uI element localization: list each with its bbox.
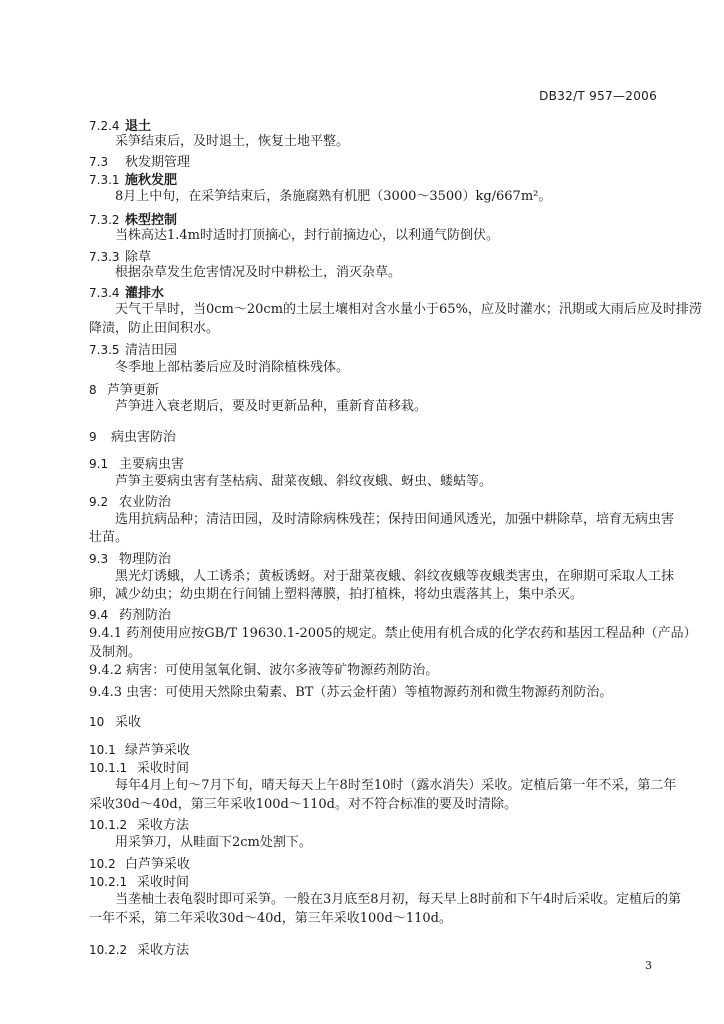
section-heading xyxy=(89,873,724,892)
section-heading xyxy=(89,741,724,760)
paragraph-line: 及制剂。 xyxy=(89,645,142,660)
paragraph-line: 当株高达1.4m时适时打顶摘心，封行前摘边心，以利通气防倒伏。 xyxy=(115,228,500,243)
paragraph-line: 天气干旱时，当0cm～20cm的土层土壤相对含水量小于65%，应及时灌水；汛期或大雨后应及时排涝 xyxy=(115,302,702,317)
paragraph-line: 黑光灯诱蛾，人工诱杀；黄板诱蚜。对于甜菜夜蛾、斜纹夜蛾等夜蛾类害虫，在卵期可采取人工抹 xyxy=(115,569,675,584)
section-title: 秋发期管理 xyxy=(125,155,191,170)
section-number: 9.3 xyxy=(89,552,109,566)
paragraph-line: 当垄柚土表龟裂时即可采笋。一般在3月底至8月初，每天早上8时前和下午4时后采收。定植后的第 xyxy=(115,892,682,907)
section-number: 7.3.3 xyxy=(89,250,120,264)
paragraph-line: 芦笋主要病虫害有茎枯病、甜菜夜蛾、斜纹夜蛾、蚜虫、蝼蛄等。 xyxy=(115,474,493,489)
section-heading xyxy=(89,713,724,732)
section-number: 10.2.1 xyxy=(89,875,128,889)
section-number: 10.2.2 xyxy=(89,943,128,957)
paragraph-line: 选用抗病品种；清洁田园，及时清除病株残茬；保持田间通风透光，加强中耕除草，培育无病虫害 xyxy=(115,512,675,527)
paragraph-line: 一年不采，第二年采收30d～40d，第三年采收100d～110d。 xyxy=(89,911,452,926)
section-number: 9 xyxy=(89,430,97,444)
section-number: 7.2.4 xyxy=(89,119,120,133)
section-title: 除草 xyxy=(125,250,152,265)
paragraph-line: 壮苗。 xyxy=(89,530,129,545)
paragraph-line: 8月上中旬，在采笋结束后，条施腐熟有机肥（3000～3500）kg/667m²。 xyxy=(115,189,552,204)
paragraph-line: 每年4月上旬～7月下旬，晴天每天上午8时至10时（露水消失）采收。定植后第一年不采，第二年 xyxy=(115,778,677,793)
paragraph-line: 根据杂草发生危害情况及时中耕松土，消灭杂草。 xyxy=(115,265,402,280)
paragraph-line: 采收30d～40d，第三年采收100d～110d。对不符合标准的要及时清除。 xyxy=(89,797,517,812)
section-title: 病虫害防治 xyxy=(111,430,177,445)
section-title: 采收方法 xyxy=(137,818,190,833)
section-title: 白芦笋采收 xyxy=(125,857,191,872)
section-heading xyxy=(89,855,724,874)
section-heading xyxy=(89,759,724,778)
section-heading xyxy=(89,550,724,569)
section-number: 7.3.1 xyxy=(89,173,120,187)
standard-code: DB32/T 957—2006 xyxy=(539,89,657,103)
paragraph-line: 用采笋刀，从畦面下2cm处割下。 xyxy=(115,835,312,850)
paragraph-line: 9.4.3 虫害：可使用天然除虫菊素、BT（苏云金杆菌）等植物源药剂和微生物源药剂防治。 xyxy=(89,685,613,700)
page-number: 3 xyxy=(645,959,652,972)
section-number: 7.3.2 xyxy=(89,213,120,227)
paragraph-line: 芦笋进入衰老期后，要及时更新品种，重新育苗移栽。 xyxy=(115,399,428,414)
section-title: 施秋发肥 xyxy=(125,173,178,188)
paragraph-line: 降渍，防止田间积水。 xyxy=(89,321,220,336)
section-title: 药剂防治 xyxy=(119,608,172,623)
section-heading xyxy=(89,941,724,960)
section-title: 绿芦笋采收 xyxy=(125,743,191,758)
section-heading xyxy=(89,341,724,360)
section-heading xyxy=(89,606,724,625)
section-title: 芦笋更新 xyxy=(107,383,160,398)
section-number: 10 xyxy=(89,715,105,729)
section-number: 7.3 xyxy=(89,155,109,169)
section-heading xyxy=(89,816,724,835)
paragraph-line: 卵，减少幼虫；幼虫期在行间铺上塑料薄膜，拍打植株，将幼虫震落其上，集中杀灭。 xyxy=(89,587,584,602)
section-heading xyxy=(89,153,724,172)
section-title: 采收方法 xyxy=(137,943,190,958)
section-number: 10.1.2 xyxy=(89,818,128,832)
section-title: 株型控制 xyxy=(125,213,178,228)
paragraph-line: 9.4.2 病害：可使用氢氧化铜、波尔多液等矿物源药剂防治。 xyxy=(89,663,439,678)
section-title: 采收时间 xyxy=(137,875,190,890)
paragraph-line: 冬季地上部枯萎后应及时消除植株残体。 xyxy=(115,360,350,375)
section-title: 退土 xyxy=(125,119,152,134)
section-number: 10.1.1 xyxy=(89,761,128,775)
section-heading xyxy=(89,455,724,474)
section-title: 清洁田园 xyxy=(125,343,178,358)
section-title: 采收 xyxy=(115,715,142,730)
section-number: 9.4 xyxy=(89,608,109,622)
section-heading xyxy=(89,493,724,512)
paragraph-line: 9.4.1 药剂使用应按GB/T 19630.1-2005的规定。禁止使用有机合成的化学农药和基因工程品种（产品） xyxy=(89,626,697,641)
section-title: 采收时间 xyxy=(137,761,190,776)
section-title: 农业防治 xyxy=(119,495,172,510)
section-number: 9.2 xyxy=(89,495,109,509)
section-title: 灌排水 xyxy=(125,286,165,301)
paragraph-line: 采笋结束后，及时退土，恢复土地平整。 xyxy=(115,134,350,149)
section-number: 7.3.5 xyxy=(89,343,120,357)
section-number: 8 xyxy=(89,383,97,397)
section-number: 7.3.4 xyxy=(89,286,120,300)
section-title: 物理防治 xyxy=(119,552,172,567)
section-number: 9.1 xyxy=(89,457,109,471)
section-title: 主要病虫害 xyxy=(119,457,185,472)
section-number: 10.2 xyxy=(89,857,116,871)
section-number: 10.1 xyxy=(89,743,116,757)
section-heading xyxy=(89,428,724,447)
